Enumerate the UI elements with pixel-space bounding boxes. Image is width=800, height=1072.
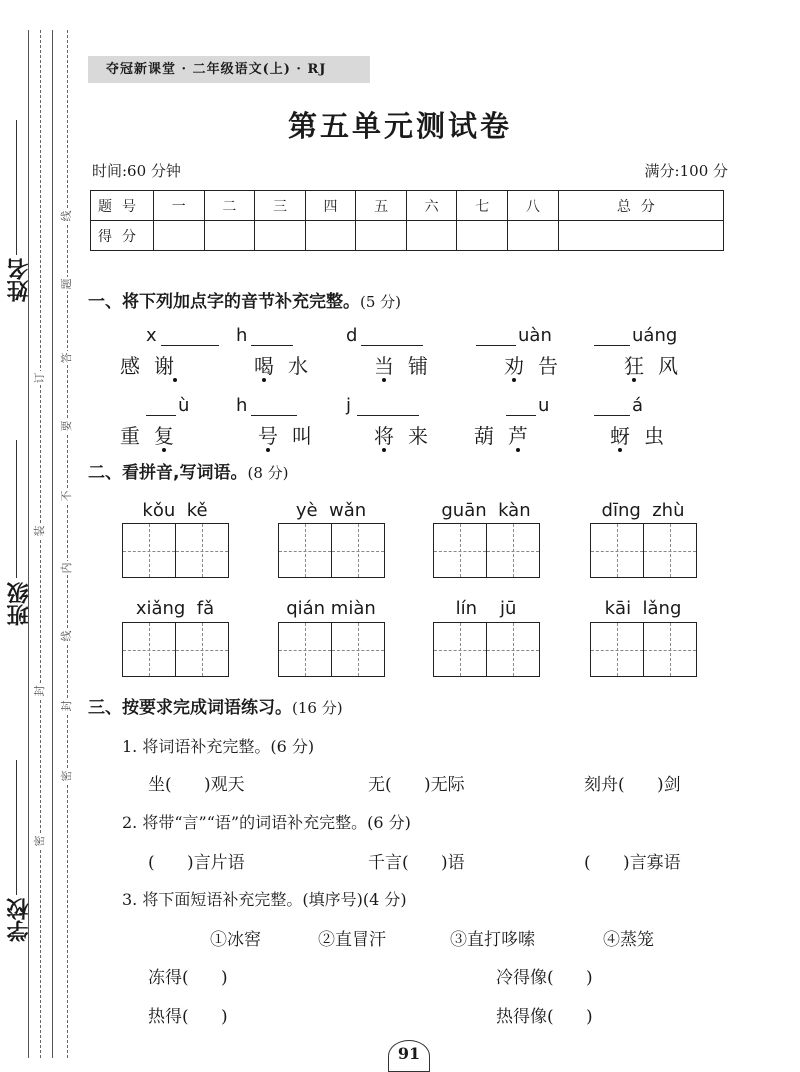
score-cell[interactable] xyxy=(305,221,356,251)
word-dangpu: 当铺 xyxy=(374,354,442,378)
idiom-item[interactable]: ( )言片语 xyxy=(148,853,245,873)
seal-char: 题 xyxy=(60,278,73,290)
score-cell[interactable] xyxy=(558,221,723,251)
pinyin-blank[interactable]: ù xyxy=(146,395,189,416)
emphasis-dot xyxy=(266,448,270,452)
class-field[interactable] xyxy=(16,440,17,578)
word-ganxie: 感谢 xyxy=(120,354,188,378)
writing-grid[interactable] xyxy=(590,523,697,578)
score-header-cell: 题号 xyxy=(91,191,154,221)
emphasis-dot xyxy=(382,448,386,452)
pinyin-prompt: yè wǎn xyxy=(295,500,367,521)
pinyin-prompt: guān kàn xyxy=(441,500,531,521)
score-header-cell: 总分 xyxy=(558,191,723,221)
margin-line-dashed xyxy=(40,30,41,1058)
writing-grid[interactable] xyxy=(122,622,229,677)
word-quangao: 劝告 xyxy=(504,354,572,378)
question-1: 1. 将词语补充完整。(6 分) xyxy=(122,737,315,756)
pinyin-blank[interactable]: d xyxy=(346,325,423,346)
score-cell[interactable] xyxy=(406,221,457,251)
word-haojiao: 号叫 xyxy=(258,424,326,448)
word-hulu: 葫芦 xyxy=(474,424,542,448)
seal-char: 内 xyxy=(60,562,73,574)
section-1-title: 一、将下列加点字的音节补充完整。(5 分) xyxy=(88,292,402,312)
writing-grid[interactable] xyxy=(122,523,229,578)
pinyin-blank[interactable]: h xyxy=(236,325,293,346)
score-cell[interactable] xyxy=(154,221,205,251)
seal-char: 不 xyxy=(60,490,73,502)
pinyin-blank[interactable]: á xyxy=(594,395,643,416)
pinyin-prompt: kǒu kě xyxy=(142,500,208,521)
emphasis-dot xyxy=(618,448,622,452)
seal-char: 封 xyxy=(33,685,46,697)
score-cell[interactable] xyxy=(508,221,559,251)
emphasis-dot xyxy=(382,378,386,382)
seal-char: 封 xyxy=(60,700,73,712)
seal-char: 订 xyxy=(33,372,46,384)
score-cell[interactable] xyxy=(255,221,306,251)
pinyin-blank[interactable]: x xyxy=(146,325,219,346)
pinyin-blank[interactable]: h xyxy=(236,395,297,416)
score-header-cell: 六 xyxy=(406,191,457,221)
idiom-item[interactable]: 坐( )观天 xyxy=(148,775,245,795)
section-3-points: (16 分) xyxy=(292,699,343,717)
idiom-item[interactable]: ( )言寡语 xyxy=(584,853,681,873)
section-3-title: 三、按要求完成词语练习。(16 分) xyxy=(88,698,343,718)
option-item: ①冰窖 xyxy=(210,930,261,950)
word-yachong: 蚜虫 xyxy=(610,424,678,448)
score-header-cell: 八 xyxy=(508,191,559,221)
section-2-points: (8 分) xyxy=(247,464,289,482)
section-2-title: 二、看拼音,写词语。(8 分) xyxy=(88,463,289,483)
section-1-points: (5 分) xyxy=(360,293,402,311)
score-header-cell: 七 xyxy=(457,191,508,221)
score-header-cell: 二 xyxy=(204,191,255,221)
seal-char: 密 xyxy=(60,770,73,782)
emphasis-dot xyxy=(173,378,177,382)
phrase-item[interactable]: 热得像( ) xyxy=(496,1007,593,1027)
emphasis-dot xyxy=(262,378,266,382)
page-title: 第五单元测试卷 xyxy=(287,109,512,143)
writing-grid[interactable] xyxy=(278,622,385,677)
seal-char: 线 xyxy=(60,210,73,222)
phrase-item[interactable]: 冷得像( ) xyxy=(496,968,593,988)
writing-grid[interactable] xyxy=(433,523,540,578)
page-number: 91 xyxy=(388,1040,430,1072)
name-label: 姓名 xyxy=(7,258,32,302)
seal-char: 答 xyxy=(60,352,73,364)
score-cell[interactable] xyxy=(356,221,407,251)
score-header-cell: 四 xyxy=(305,191,356,221)
school-field[interactable] xyxy=(16,760,17,895)
pinyin-blank[interactable]: j xyxy=(346,395,419,416)
option-item: ②直冒汗 xyxy=(318,930,386,950)
emphasis-dot xyxy=(632,378,636,382)
writing-grid[interactable] xyxy=(433,622,540,677)
pinyin-prompt: qián miàn xyxy=(286,598,376,619)
phrase-item[interactable]: 冻得( ) xyxy=(148,968,228,988)
option-item: ④蒸笼 xyxy=(603,930,654,950)
writing-grid[interactable] xyxy=(278,523,385,578)
emphasis-dot xyxy=(162,448,166,452)
series-banner: 夺冠新课堂 · 二年级语文(上) · RJ xyxy=(88,56,370,83)
pinyin-prompt: lín jū xyxy=(455,598,517,619)
full-score: 满分:100 分 xyxy=(644,162,728,180)
pinyin-blank[interactable]: uáng xyxy=(594,325,677,346)
idiom-item[interactable]: 刻舟( )剑 xyxy=(584,775,681,795)
school-label: 学校 xyxy=(7,898,32,942)
emphasis-dot xyxy=(512,378,516,382)
word-kuangfeng: 狂风 xyxy=(624,354,692,378)
question-2: 2. 将带“言”“语”的词语补充完整。(6 分) xyxy=(122,813,411,832)
seal-char: 密 xyxy=(33,835,46,847)
seal-char: 线 xyxy=(60,630,73,642)
score-cell[interactable] xyxy=(204,221,255,251)
question-3: 3. 将下面短语补充完整。(填序号)(4 分) xyxy=(122,890,407,909)
pinyin-blank[interactable]: u xyxy=(506,395,549,416)
score-header-cell: 三 xyxy=(255,191,306,221)
margin-line-dashed-2 xyxy=(67,30,68,1058)
phrase-item[interactable]: 热得( ) xyxy=(148,1007,228,1027)
score-header-cell: 一 xyxy=(154,191,205,221)
idiom-item[interactable]: 千言( )语 xyxy=(368,853,465,873)
pinyin-prompt: kāi lǎng xyxy=(604,598,682,619)
word-heshui: 喝水 xyxy=(254,354,322,378)
class-label: 班级 xyxy=(7,582,32,626)
pinyin-blank[interactable]: uàn xyxy=(476,325,552,346)
score-cell[interactable] xyxy=(457,221,508,251)
pinyin-prompt: xiǎng fǎ xyxy=(135,598,215,619)
score-header-cell: 五 xyxy=(356,191,407,221)
margin-line-inner xyxy=(52,30,53,1058)
time-limit: 时间:60 分钟 xyxy=(92,162,181,180)
idiom-item[interactable]: 无( )无际 xyxy=(368,775,465,795)
word-chongfu: 重复 xyxy=(120,424,188,448)
writing-grid[interactable] xyxy=(590,622,697,677)
emphasis-dot xyxy=(516,448,520,452)
seal-char: 要 xyxy=(60,420,73,432)
score-table xyxy=(90,190,724,251)
option-item: ③直打哆嗦 xyxy=(450,930,535,950)
word-jianglai: 将来 xyxy=(374,424,442,448)
seal-char: 装 xyxy=(33,525,46,537)
pinyin-prompt: dīng zhù xyxy=(601,500,685,521)
score-row-label: 得分 xyxy=(91,221,154,251)
